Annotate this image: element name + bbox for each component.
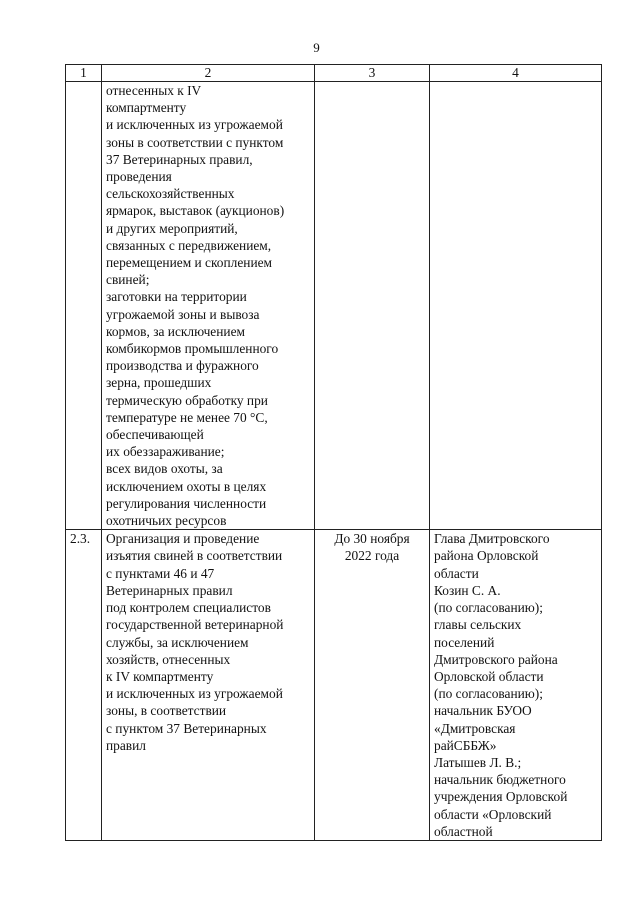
text-line: поселений [434,634,495,650]
text-line: и исключенных из угрожаемой [106,117,283,133]
text-line: зерна, прошедших [106,375,212,391]
text-line: заготовки на территории [106,289,247,305]
text-line: 2022 года [344,548,400,564]
text-line: Дмитровского района [434,651,558,667]
text-line: изъятия свиней в соответствии [106,548,283,564]
text-line: хозяйств, отнесенных [106,651,231,667]
deadline-cell [315,82,430,530]
text-line: Организация и проведение [106,531,260,547]
text-line: компартменту [106,100,187,116]
deadline-cell [315,530,430,841]
text-line: угрожаемой зоны и вывоза [106,306,260,322]
measure-cell [102,530,315,841]
text-line: и других мероприятий, [106,220,238,236]
text-line: исключением охоты в целях [106,478,267,494]
header-col-3: 3 [315,65,430,82]
text-line: обеспечивающей [106,427,204,443]
text-line: главы сельских [434,617,522,633]
text-line: термическую обработку при [106,392,268,408]
text-line: Латышев Л. В.; [434,754,522,770]
text-line: отнесенных к IV [106,83,202,98]
text-line: температуре не менее 70 °С, [106,409,268,425]
text-line: государственной ветеринарной [106,617,284,633]
text-line: Козин С. А. [434,582,501,598]
text-line: области «Орловский [434,806,552,822]
header-col-4: 4 [430,65,602,82]
text-line: Орловской области [434,668,544,684]
text-line: 37 Ветеринарных правил, [106,151,253,167]
text-line: зоны, в соответствии [106,703,227,719]
text-line: (по согласованию); [434,600,543,616]
responsible-cell [430,82,602,530]
text-line: начальник БУОО [434,703,532,719]
text-line: До 30 ноября [334,531,410,547]
header-col-1: 1 [66,65,102,82]
measure-cell [102,82,315,530]
text-line: свиней; [106,272,150,288]
item-number-cell [66,82,102,530]
text-line: райСББЖ» [434,737,497,753]
text-line: связанных с передвижением, [106,237,272,253]
text-line: Ветеринарных правил [106,582,233,598]
text-line: их обеззараживание; [106,444,225,460]
header-col-2: 2 [102,65,315,82]
text-line: областной [434,823,493,839]
text-line: зоны в соответствии с пунктом [106,134,284,150]
text-line: «Дмитровская [434,720,516,736]
text-line: охотничьих ресурсов [106,513,227,529]
text-line: к IV компартменту [106,668,214,684]
text-line: всех видов охоты, за [106,461,223,477]
item-number-cell: 2.3. [66,530,102,841]
text-line: района Орловской [434,548,539,564]
text-line: сельскохозяйственных [106,186,235,202]
measures-table [65,64,602,841]
responsible-cell [430,530,602,841]
text-line: комбикормов промышленного [106,341,279,357]
text-line: проведения [106,169,172,185]
text-line: производства и фуражного [106,358,259,374]
text-line: начальник бюджетного [434,772,566,788]
table-row [66,82,602,530]
text-line: кормов, за исключением [106,323,245,339]
text-line: (по согласованию); [434,686,543,702]
text-line: области [434,565,479,581]
text-line: ярмарок, выставок (аукционов) [106,203,285,219]
text-line: службы, за исключением [106,634,249,650]
text-line: правил [106,737,146,753]
text-line: учреждения Орловской [434,789,568,805]
page-number: 9 [313,40,320,55]
table-row [66,530,602,841]
text-line: с пунктами 46 и 47 [106,565,215,581]
text-line: перемещением и скоплением [106,255,273,271]
text-line: Глава Дмитровского [434,531,550,547]
table-header-row [66,65,602,82]
text-line: с пунктом 37 Ветеринарных [106,720,267,736]
text-line: под контролем специалистов [106,600,271,616]
text-line: и исключенных из угрожаемой [106,686,283,702]
text-line: регулирования численности [106,495,267,511]
